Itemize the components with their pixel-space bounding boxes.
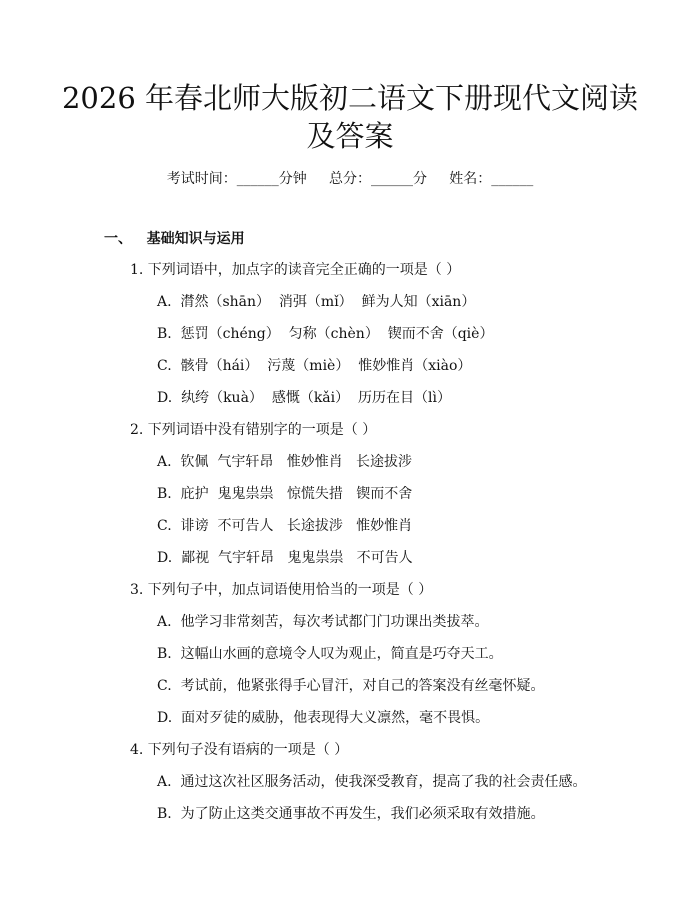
question-4-option-b: B. 为了防止这类交通事故不再发生，我们必须采取有效措施。 — [157, 806, 545, 822]
document-title-line-1: 2026 年春北师大版初二语文下册现代文阅读 — [61, 81, 639, 115]
question-2-option-d: D. 鄙视 气宇轩昂 鬼鬼祟祟 不可告人 — [157, 550, 413, 566]
question-1-option-b: B. 惩罚（chéng） 匀称（chèn） 锲而不舍（qiè） — [157, 326, 494, 342]
question-2-stem: 2. 下列词语中没有错别字的一项是（ ） — [130, 422, 377, 438]
question-1-option-d: D. 纨绔（kuà） 感慨（kǎi） 历历在目（lì） — [157, 390, 451, 406]
exam-info-line: 考试时间：______分钟 总分：______分 姓名：______ — [166, 171, 534, 187]
question-4-option-a: A. 通过这次社区服务活动，使我深受教育，提高了我的社会责任感。 — [157, 774, 587, 790]
question-2-option-c: C. 诽谤 不可告人 长途拔涉 惟妙惟肖 — [157, 518, 413, 534]
question-3-option-a: A. 他学习非常刻苦，每次考试都门门功课出类拔萃。 — [157, 614, 489, 630]
question-2-option-a: A. 钦佩 气宇轩昂 惟妙惟肖 长途拔涉 — [157, 454, 413, 470]
question-3-option-c: C. 考试前，他紧张得手心冒汗，对自己的答案没有丝毫怀疑。 — [157, 678, 545, 694]
question-2-option-b: B. 庇护 鬼鬼祟祟 惊慌失措 锲而不舍 — [157, 486, 413, 502]
question-3-option-d: D. 面对歹徒的威胁，他表现得大义凛然，毫不畏惧。 — [157, 710, 490, 726]
question-4-stem: 4. 下列句子没有语病的一项是（ ） — [130, 742, 349, 758]
document-title-line-2: 及答案 — [306, 119, 394, 153]
question-3-option-b: B. 这幅山水画的意境令人叹为观止，简直是巧夺天工。 — [157, 646, 503, 662]
section-heading-basic-knowledge: 一、 基础知识与运用 — [104, 231, 245, 247]
question-3-stem: 3. 下列句子中，加点词语使用恰当的一项是（ ） — [130, 582, 433, 598]
question-1-option-a: A. 潸然（shān） 消弭（mǐ） 鲜为人知（xiān） — [157, 294, 476, 310]
question-1-option-c: C. 骸骨（hái） 污蔑（miè） 惟妙惟肖（xiào） — [157, 358, 472, 374]
question-1-stem: 1. 下列词语中，加点字的读音完全正确的一项是（ ） — [130, 262, 461, 278]
